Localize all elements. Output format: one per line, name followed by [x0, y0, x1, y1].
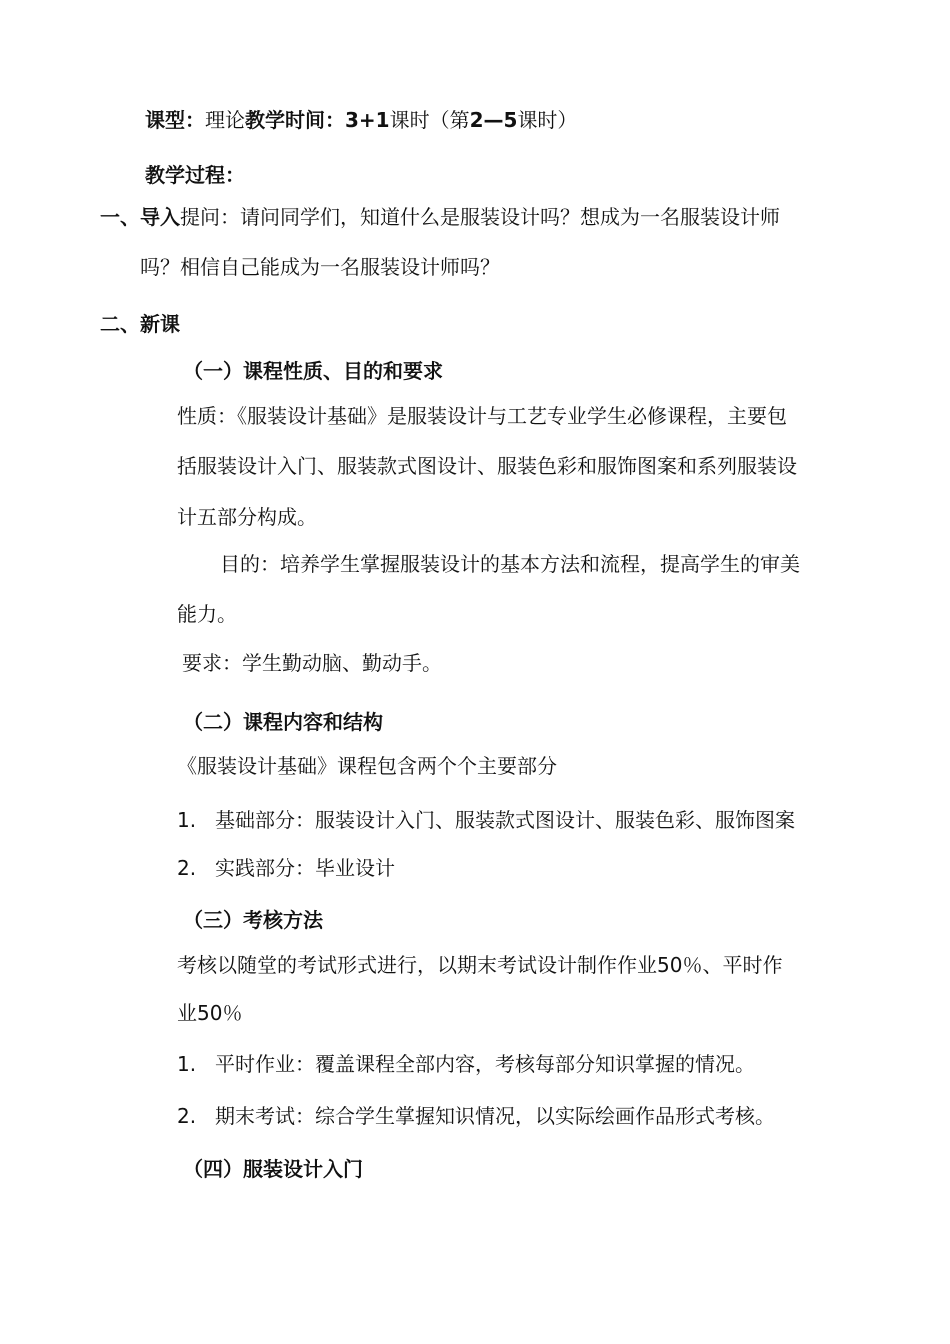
process-title: 教学过程：: [145, 163, 245, 187]
course-header: [145, 108, 577, 132]
list-number: 2.: [177, 1104, 197, 1128]
new-lesson-heading: 二、新课: [100, 312, 180, 336]
goal-line-1: 目的：培养学生掌握服装设计的基本方法和流程，提高学生的审美: [220, 552, 800, 576]
list-number: 1.: [177, 1052, 197, 1076]
intro-text-2: 吗？相信自己能成为一名服装设计师吗？: [140, 255, 500, 279]
goal-line-2: 能力。: [177, 602, 237, 626]
teaching-time-value: 3+1: [345, 108, 390, 132]
nature-line-2: 括服装设计入门、服装款式图设计、服装色彩和服饰图案和系列服装设: [177, 454, 797, 478]
teaching-time-unit: 课时（第: [389, 108, 470, 132]
assessment-item-1: [177, 1052, 755, 1076]
requirement-line: 要求：学生勤动脑、勤动手。: [182, 651, 442, 675]
teaching-time-label: 教学时间：: [245, 108, 345, 132]
content-item-1: [177, 808, 795, 832]
list-item-text: 实践部分：毕业设计: [215, 856, 395, 880]
section-2-intro: 《服装设计基础》课程包含两个个主要部分: [177, 754, 557, 778]
assessment-line-1: 考核以随堂的考试形式进行，以期末考试设计制作作业50％、平时作: [177, 953, 783, 977]
assessment-item-2: [177, 1104, 775, 1128]
section-3-title: （三）考核方法: [183, 908, 323, 932]
section-2-title: （二）课程内容和结构: [183, 710, 383, 734]
teaching-time-end: 课时）: [517, 108, 578, 132]
nature-line-1: 性质：《服装设计基础》是服装设计与工艺专业学生必修课程，主要包: [177, 404, 787, 428]
nature-line-3: 计五部分构成。: [177, 505, 317, 529]
list-number: 2.: [177, 856, 197, 880]
teaching-time-range: 2—5: [469, 108, 518, 132]
list-item-text: 期末考试：综合学生掌握知识情况，以实际绘画作品形式考核。: [215, 1104, 775, 1128]
list-item-text: 平时作业：覆盖课程全部内容，考核每部分知识掌握的情况。: [215, 1052, 755, 1076]
section-4-title: （四）服装设计入门: [183, 1157, 363, 1181]
course-type-label: 课型：: [145, 108, 205, 132]
intro-heading: 一、导入: [100, 205, 180, 229]
list-number: 1.: [177, 808, 197, 832]
intro-text-1: 提问：请问同学们，知道什么是服装设计吗？想成为一名服装设计师: [180, 205, 780, 229]
assessment-line-2: 业50％: [177, 1001, 243, 1025]
section-1-title: （一）课程性质、目的和要求: [183, 359, 443, 383]
intro-line-1: [100, 205, 780, 229]
course-type-value: 理论: [205, 108, 245, 132]
list-item-text: 基础部分：服装设计入门、服装款式图设计、服装色彩、服饰图案: [215, 808, 795, 832]
content-item-2: [177, 856, 395, 880]
